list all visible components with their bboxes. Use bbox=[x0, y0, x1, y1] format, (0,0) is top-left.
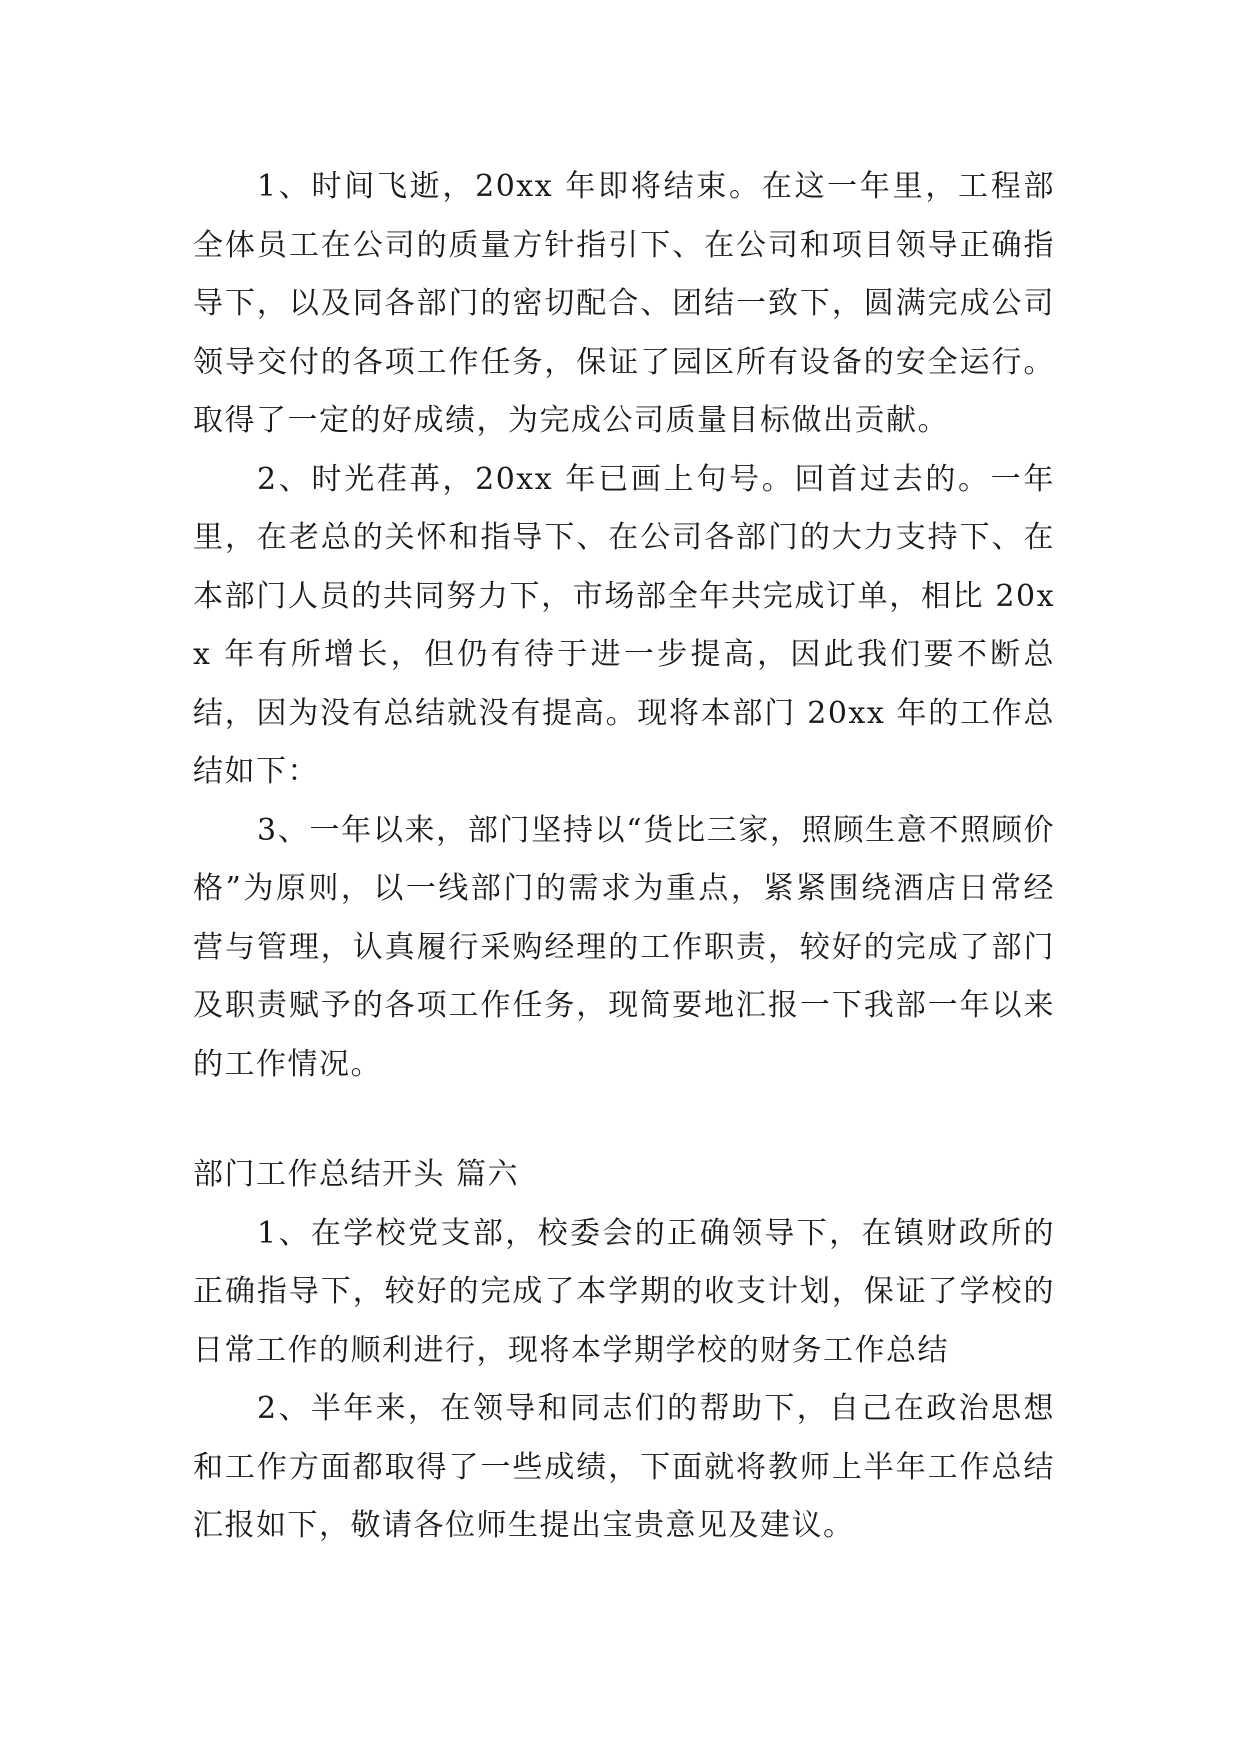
paragraph-4: 1、在学校党支部，校委会的正确领导下，在镇财政所的正确指导下，较好的完成了本学期的收支计划，保证了学校的日常工作的顺利进行，现将本学期学校的财务工作总结 bbox=[193, 1215, 1055, 1368]
paragraph-1: 1、时间飞逝，20xx 年即将结束。在这一年里，工程部全体员工在公司的质量方针指引下、在公司和项目领导正确指导下，以及同各部门的密切配合、团结一致下，圆满完成公司领导交付的各项工作任务，保证了园区所有设备的安全运行。取得了一定的好成绩，为完成公司质量目标做出贡献。 bbox=[193, 169, 1055, 438]
document-body bbox=[193, 158, 1055, 1556]
paragraph-5: 2、半年来，在领导和同志们的帮助下，自己在政治思想和工作方面都取得了一些成绩，下面就将教师上半年工作总结汇报如下，敬请各位师生提出宝贵意见及建议。 bbox=[193, 1391, 1055, 1543]
paragraph-2: 2、时光荏苒，20xx 年已画上句号。回首过去的。一年里，在老总的关怀和指导下、在公司各部门的大力支持下、在本部门人员的共同努力下，市场部全年共完成订单，相比 20xx 年有所增长，但仍有待于进一步提高，因此我们要不断总结，因为没有总结就没有提高。现将本部门 20xx 年的工作总结如下： bbox=[193, 461, 1055, 789]
paragraph-3: 3、一年以来，部门坚持以“货比三家，照顾生意不照顾价格”为原则，以一线部门的需求为重点，紧紧围绕酒店日常经营与管理，认真履行采购经理的工作职责，较好的完成了部门及职责赋予的各项工作任务，现简要地汇报一下我部一年以来的工作情况。 bbox=[193, 812, 1055, 1082]
section-heading: 部门工作总结开头 篇六 bbox=[193, 1157, 520, 1192]
